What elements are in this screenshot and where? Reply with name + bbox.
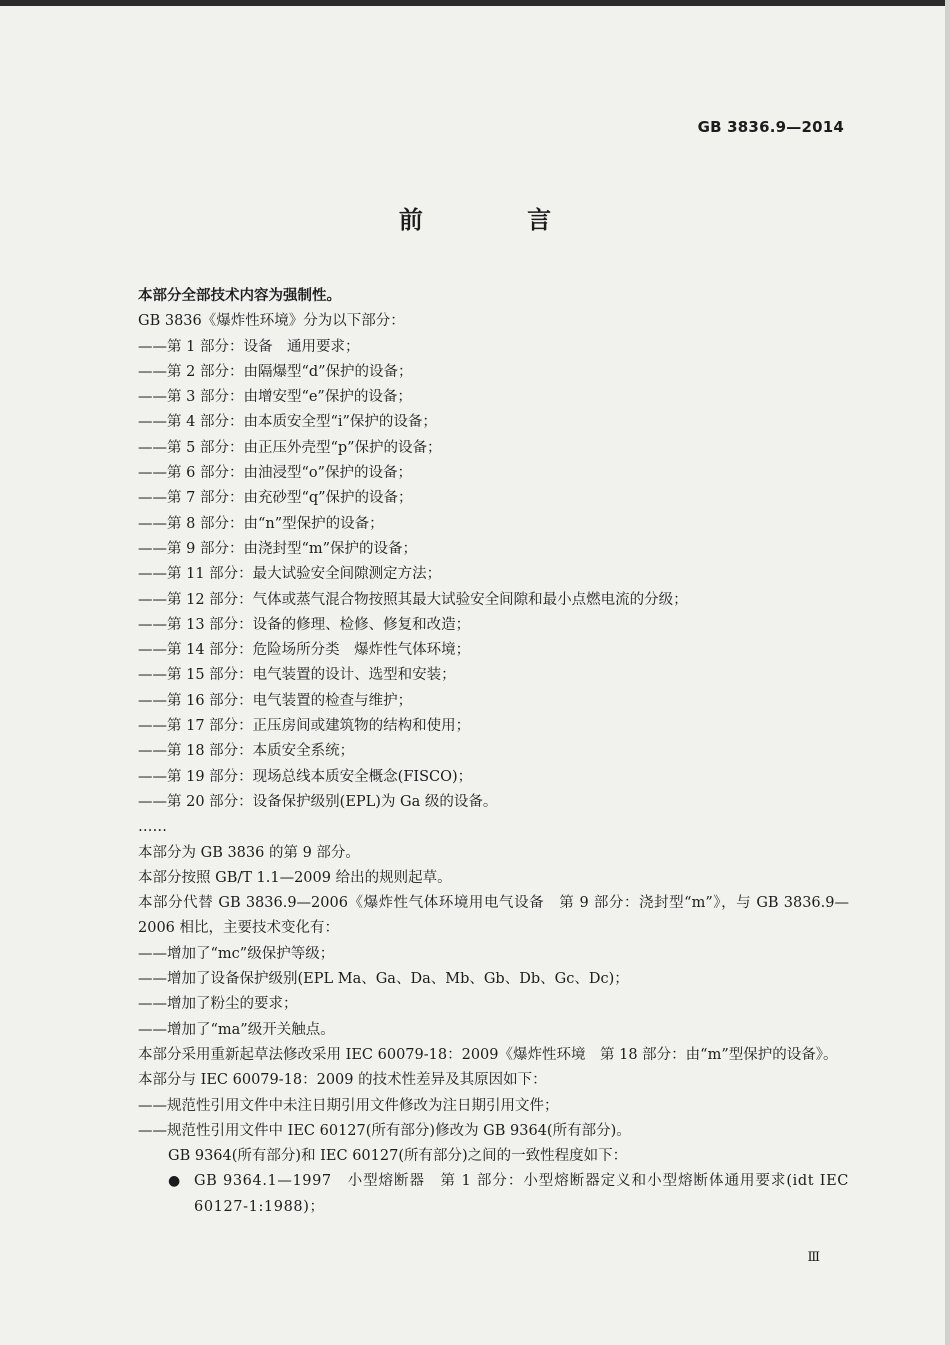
part-item: ——第 18 部分：本质安全系统；	[138, 743, 355, 760]
change-item: ——增加了“mc”级保护等级；	[138, 945, 335, 962]
parts-intro: GB 3836《爆炸性环境》分为以下部分：	[138, 313, 405, 330]
drafting-statement: 本部分按照 GB/T 1.1—2009 给出的规则起草。	[138, 869, 452, 886]
page-number: Ⅲ	[807, 1250, 820, 1265]
part-item: ——第 7 部分：由充砂型“q”保护的设备；	[138, 490, 413, 507]
bullet-text: GB 9364.1—1997 小型熔断器 第 1 部分：小型熔断器定义和小型熔断体通用要求(idt IEC 60127-1:1988)；	[194, 1173, 849, 1215]
page-title: 前 言	[398, 206, 600, 234]
part-item: ——第 11 部分：最大试验安全间隙测定方法；	[138, 566, 442, 583]
bullet-item	[104, 1169, 849, 1220]
adoption-statement: 本部分采用重新起草法修改采用 IEC 60079-18：2009《爆炸性环境 第 18 部分：由“m”型保护的设备》。	[138, 1046, 838, 1063]
consistency-intro: GB 9364(所有部分)和 IEC 60127(所有部分)之间的一致性程度如下：	[168, 1148, 628, 1165]
part-item: ——第 13 部分：设备的修理、检修、修复和改造；	[138, 616, 471, 633]
change-item: ——增加了粉尘的要求；	[138, 996, 298, 1013]
difference-item: ——规范性引用文件中 IEC 60127(所有部分)修改为 GB 9364(所有部分)。	[138, 1122, 631, 1139]
part-item: ——第 1 部分：设备 通用要求；	[138, 338, 360, 355]
part-item: ——第 14 部分：危险场所分类 爆炸性气体环境；	[138, 642, 471, 659]
mandatory-statement: 本部分全部技术内容为强制性。	[138, 288, 341, 304]
ellipsis: ……	[138, 819, 167, 836]
part-item: ——第 20 部分：设备保护级别(EPL)为 Ga 级的设备。	[138, 793, 498, 810]
replacement-statement: 本部分代替 GB 3836.9—2006《爆炸性气体环境用电气设备 第 9 部分：浇封型“m”》，与 GB 3836.9—2006 相比，主要技术变化有：	[138, 895, 849, 937]
change-item: ——增加了设备保护级别(EPL Ma、Ga、Da、Mb、Gb、Db、Gc、Dc)；	[138, 971, 629, 988]
part-item: ——第 12 部分：气体或蒸气混合物按照其最大试验安全间隙和最小点燃电流的分级；	[138, 591, 688, 608]
part-item: ——第 17 部分：正压房间或建筑物的结构和使用；	[138, 718, 471, 735]
foreword-body	[104, 284, 849, 1220]
part-item: ——第 16 部分：电气装置的检查与维护；	[138, 692, 413, 709]
part-statement: 本部分为 GB 3836 的第 9 部分。	[138, 844, 360, 861]
document-code: GB 3836.9—2014	[697, 118, 844, 136]
part-item: ——第 15 部分：电气装置的设计、选型和安装；	[138, 667, 456, 684]
bullet-icon: ●	[168, 1173, 181, 1190]
change-item: ——增加了“ma”级开关触点。	[138, 1021, 335, 1038]
part-item: ——第 8 部分：由“n”型保护的设备；	[138, 515, 384, 532]
part-item: ——第 19 部分：现场总线本质安全概念(FISCO)；	[138, 768, 473, 785]
part-item: ——第 4 部分：由本质安全型“i”保护的设备；	[138, 414, 437, 431]
part-item: ——第 5 部分：由正压外壳型“p”保护的设备；	[138, 439, 442, 456]
part-item: ——第 6 部分：由油浸型“o”保护的设备；	[138, 465, 412, 482]
part-item: ——第 3 部分：由增安型“e”保护的设备；	[138, 389, 412, 406]
part-item: ——第 2 部分：由隔爆型“d”保护的设备；	[138, 363, 413, 380]
difference-item: ——规范性引用文件中未注日期引用文件修改为注日期引用文件；	[138, 1097, 559, 1114]
part-item: ——第 9 部分：由浇封型“m”保护的设备；	[138, 540, 418, 557]
scan-top-edge	[0, 0, 950, 6]
differences-intro: 本部分与 IEC 60079-18：2009 的技术性差异及其原因如下：	[138, 1072, 547, 1089]
